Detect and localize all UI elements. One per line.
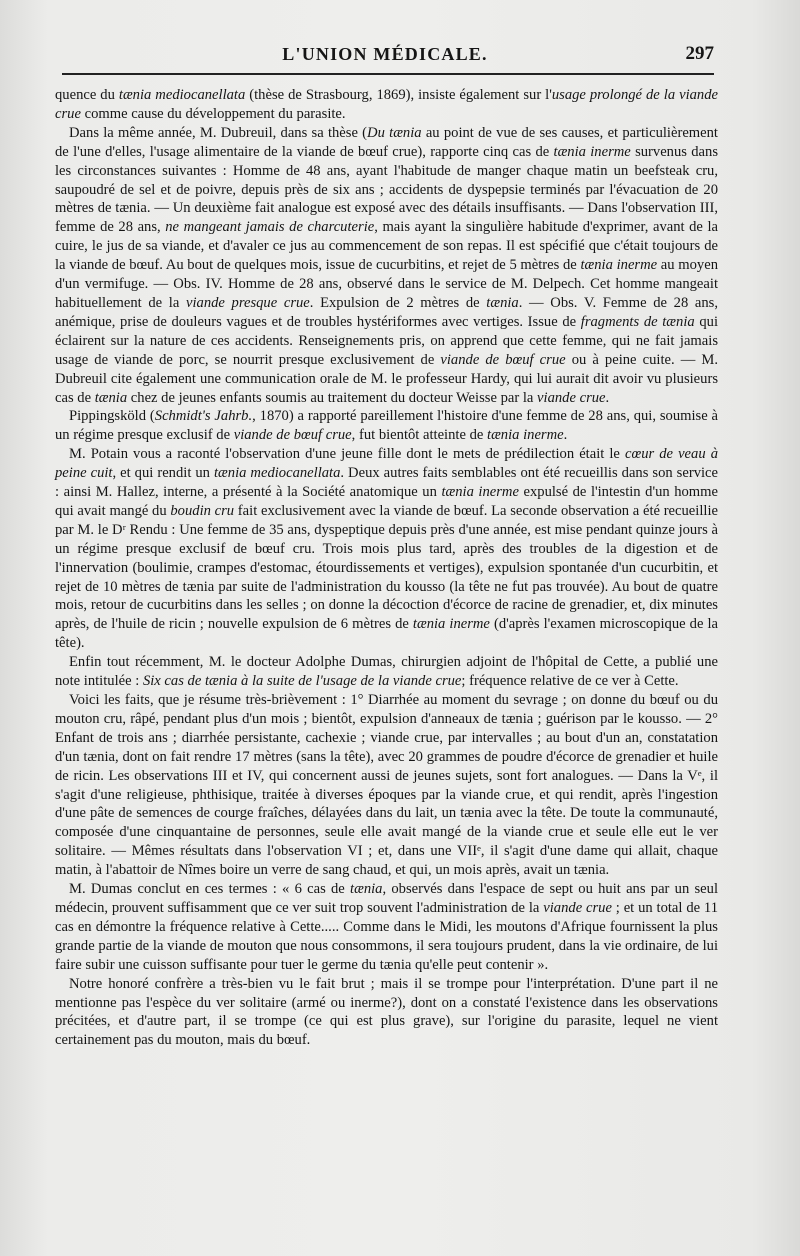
italic-text-run: Schmidt's Jahrb. [154,408,253,425]
italic-text-run: tænia mediocanellata [213,465,341,482]
text-run: , observés dans l'espace de sept ou huit ans par un seul médecin, prouvent suffisamment que ce ver suit trop souvent l'administration de la [55,881,719,916]
text-run: Notre honoré confrère a très-bien vu le fait brut ; mais il se trompe pour l'interprétation. D'une part il ne mentionne pas l'espèce du ver solitaire (armé ou inerme?), dont on a constaté l'existence dans les observations précitées, et d'autre part, il se trompe (ce qui est plus grave), sur l'origine du parasite, lequel ne vient certainement pas du mouton, mais du bœuf. [55,975,718,1049]
text-run: , 1870) a rapporté pareillement l'histoire d'une femme de 28 ans, qui, soumise à un régime presque exclusif de [55,408,719,444]
paragraph [55,653,718,691]
text-run: Voici les faits, que je résume très-brièvement : 1° Diarrhée au moment du sevrage ; on donne du bœuf ou du mouton cru, râpé, pendant plus d'un mois ; bientôt, expulsion d'anneaux de tænia ; guérison par le kousso. — 2° Enfant de trois ans ; diarrhée persistante, cachexie ; viande crue, par intervalles ; au bout d'un an, constatation d'un tænia, dont on fait rendre 17 mètres (sans la tête), avec 20 grammes de poudre d'écorce de grenadier et huile de ricin. Les observations III et IV, qui concernent aussi de jeunes sujets, sont fort analogues. — Dans la Vᵉ, il s'agit d'une religieuse, phthisique, traitée à diverses époques par la viande crue, et qui rendit, après l'ingestion d'une pâte de semences de courge fraîches, délayées dans du lait, un tænia avec la tête. De toute la communauté, composée d'une cinquantaine de personnes, seule elle avait mangé de la viande crue et seule elle eut le ver solitaire. — Mêmes résultats dans l'observation VI ; et, dans une VIIᵉ, il s'agit d'une dame qui allait, chaque matin, à l'abattoir de Nîmes boire un verre de sang chaud, et qui, un mois après, avait un tænia. [55,692,718,879]
running-title: L'UNION MÉDICALE. [282,44,488,64]
text-run: survenus dans les circonstances suivantes : Homme de 48 ans, ayant l'habitude de manger chaque matin un beefsteak cru, saupoudré de sel et de poivre, depuis près de six ans ; accidents de dyspepsie terminés par l'évacuation de 20 mètres de tænia. — Un deuxième fait analogue est exposé avec des détails insuffisants. — Dans l'observation III, femme de 28 ans, [55,143,718,236]
paragraph [55,975,718,1051]
text-run: M. Potain vous a raconté l'observation d'une jeune fille dont le mets de prédilection était le [69,446,625,463]
italic-text-run: Du tænia [367,124,422,141]
italic-text-run: Six cas de tænia à la suite de l'usage de la viande crue [142,673,462,690]
paragraph [55,124,718,408]
italic-text-run: boudin cru [170,502,235,519]
paragraph [55,86,718,124]
text-run: quence du [55,87,119,103]
page-header [56,40,714,70]
text-run: Pippingsköld ( [69,408,155,425]
italic-text-run: tænia inerme [487,427,564,444]
page-number: 297 [685,43,714,64]
italic-text-run: viande crue [543,899,612,916]
italic-text-run: tænia [486,294,519,311]
text-run: (thèse de Strasbourg, 1869), insiste également sur l' [245,87,552,103]
text-run: . [605,389,610,406]
paragraph [55,880,718,975]
italic-text-run: viande de bœuf crue [233,427,352,444]
italic-text-run: tænia mediocanellata [118,87,246,103]
paragraph [55,407,718,445]
text-run: . Expulsion de 2 mètres de [309,294,487,311]
paragraph [55,691,718,880]
italic-text-run: viande de bœuf crue [440,351,566,368]
text-run: , fut bientôt atteinte de [351,427,488,444]
body-text [55,86,718,1050]
text-run: ou à peine cuite. — M. Dubreuil cite également une communication orale de M. le professeur Hardy, qui lui aurait dit avoir vu plusieurs cas de [55,351,719,406]
italic-text-run: tænia inerme [441,484,519,501]
text-run: au point de vue de ses causes, et particulièrement de l'une d'elles, l'usage alimentaire de la viande de bœuf crue), rapporte cinq cas de [55,124,718,160]
italic-text-run: tænia inerme [553,143,631,160]
italic-text-run: tænia [94,389,128,406]
italic-text-run: tænia inerme [580,257,658,274]
text-run: . — Obs. V. Femme de 28 ans, anémique, prise de douleurs vagues et de troubles hystériformes avec vertiges. Issue de [55,294,718,330]
text-run: chez de jeunes enfants soumis au traitement du docteur Weisse par la [127,389,538,406]
italic-text-run: usage prolongé de la viande crue [55,87,718,122]
text-run: qui éclairent sur la nature de ces accidents. Renseignements pris, on apprend que cette femme, qui ne fait jamais usage de viande de porc, se nourrit presque exclusivement de [55,313,718,368]
text-run: Dans la même année, M. Dubreuil, dans sa thèse ( [69,124,368,141]
text-run: Enfin tout récemment, M. le docteur Adolphe Dumas, chirurgien adjoint de l'hôpital de Cette, a publié une note intitulée : [55,654,718,690]
italic-text-run: tænia inerme [412,616,490,633]
text-run: ; fréquence relative de ce ver à Cette. [461,673,679,690]
italic-text-run: fragments de tænia [580,313,695,330]
italic-text-run: viande crue [537,389,606,406]
text-run: au moyen d'un vermifuge. — Obs. IV. Homme de 28 ans, observé dans le service de M. Delpech. Cet homme mangeait habituellement de la [55,257,718,311]
italic-text-run: ne mangeant jamais de charcuterie [165,219,375,236]
text-run: M. Dumas conclut en ces termes : « 6 cas de [69,881,351,898]
text-run: , mais ayant la singulière habitude d'exprimer, avant de la cuire, le jus de sa viande, et d'avaler ce jus au commencement de son repas. Il est spécifié que c'était toujours de la viande de bœuf. Au bout de quelques mois, issue de cucurbitins, et rejet de 5 mètres de [55,219,718,274]
italic-text-run: tænia [350,881,383,898]
text-run: (d'après l'examen microscopique de la tête). [55,616,718,652]
text-run: , et qui rendit un [112,465,214,482]
italic-text-run: viande presque crue [185,294,310,311]
text-run: ; et un total de 11 cas en démontre la fréquence relative à Cette..... Comme dans le Midi, les moutons d'Afrique fournissent la plus grande partie de la viande de mouton que nous consommons, il sera toujours prudent, dans la vie ordinaire, de lui faire subir une cuisson suffisante pour tuer le germe du tænia qu'elle peut contenir ». [55,899,718,973]
text-run: expulsé de l'intestin d'un homme qui avait mangé du [55,484,718,519]
text-run: . [563,427,568,444]
paragraph [55,445,718,653]
italic-text-run: cœur de veau à peine cuit [55,446,718,482]
header-rule [62,73,714,75]
text-run: comme cause du développement du parasite. [80,105,346,122]
text-run: fait exclusivement avec la viande de bœuf. La seconde observation a été recueillie par M. le Dʳ Rendu : Une femme de 35 ans, dyspeptique depuis près d'une année, est mise pendant quinze jours à un régime presque exclusif de bœuf cru. Trois mois plus tard, après des troubles de la digestion et de l'innervation (boulimie, crampes d'estomac, étourdissements et vertiges), expulsion spontanée d'un cucurbitin, et rejet de 10 mètres de tænia par suite de l'administration du kousso (la tête ne fut pas trouvée). Au bout de quatre mois, retour de cucurbitins dans les selles ; on donne la décoction d'écorce de racine de grenadier, et, dix minutes après, de l'huile de ricin ; nouvelle expulsion de 6 mètres de [55,502,718,633]
text-run: . Deux autres faits semblables ont été recueillis dans son service : ainsi M. Hallez, interne, a présenté à la Société anatomique un [55,465,718,501]
